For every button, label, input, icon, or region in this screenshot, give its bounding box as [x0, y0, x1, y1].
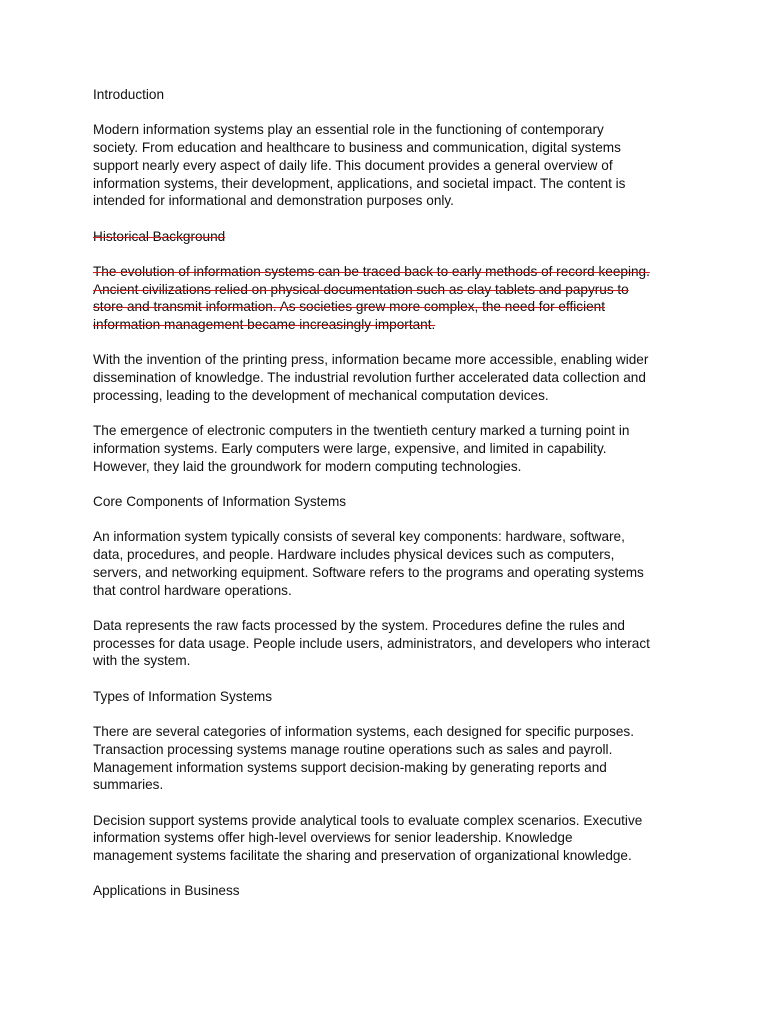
- text-line: processing, leading to the development of mechanical computation devices.: [93, 387, 549, 403]
- text-line: summaries.: [93, 777, 164, 793]
- historical-paragraph-struck: [93, 263, 683, 334]
- text-line: processes for data usage. People include users, administrators, and developers who interact: [93, 635, 650, 651]
- text-line: support nearly every aspect of daily life. This document provides a general overview of: [93, 157, 613, 173]
- struck-text-line: store and transmit information. As societies grew more complex, the need for efficient: [93, 299, 606, 315]
- core-components-paragraph-2: [93, 617, 683, 670]
- text-line: management systems facilitate the sharing and preservation of organizational knowledge.: [93, 848, 632, 864]
- text-line: Management information systems support decision-making by generating reports and: [93, 759, 607, 775]
- text-line: Transaction processing systems manage routine operations such as sales and payroll.: [93, 741, 613, 757]
- section-heading-types: Types of Information Systems: [93, 688, 273, 704]
- text-line-wrapper: [93, 316, 683, 334]
- historical-paragraph-electronic-computers: [93, 422, 683, 475]
- text-line-wrapper: [93, 263, 683, 281]
- document-page: [93, 86, 683, 918]
- struck-text-line: The evolution of information systems can be traced back to early methods of record keeping.: [93, 263, 650, 279]
- text-line: Data represents the raw facts processed by the system. Procedures define the rules and: [93, 617, 625, 633]
- historical-paragraph-printing-press: [93, 351, 683, 404]
- text-line: data, procedures, and people. Hardware includes physical devices such as computers,: [93, 547, 615, 563]
- section-heading-applications: Applications in Business: [93, 883, 240, 899]
- text-line: with the system.: [93, 653, 191, 669]
- types-paragraph-1: [93, 723, 683, 794]
- text-line: With the invention of the printing press, information became more accessible, enabling wider: [93, 352, 649, 368]
- struck-text-line: information management became increasingly important.: [93, 317, 436, 333]
- types-paragraph-2: [93, 812, 683, 865]
- text-line: Modern information systems play an essential role in the functioning of contemporary: [93, 122, 604, 138]
- text-line: An information system typically consists of several key components: hardware, software,: [93, 529, 625, 545]
- text-line: There are several categories of information systems, each designed for specific purposes.: [93, 724, 634, 740]
- text-line-wrapper: [93, 298, 683, 316]
- section-heading-introduction: Introduction: [93, 87, 165, 102]
- text-line: servers, and networking equipment. Software refers to the programs and operating systems: [93, 564, 644, 580]
- section-heading-historical-background: [93, 228, 683, 246]
- text-line: that control hardware operations.: [93, 582, 292, 598]
- section-heading-core-components: Core Components of Information Systems: [93, 494, 347, 510]
- text-line: dissemination of knowledge. The industrial revolution further accelerated data collection and: [93, 370, 646, 386]
- text-line: The emergence of electronic computers in the twentieth century marked a turning point in: [93, 423, 630, 439]
- text-line: Decision support systems provide analytical tools to evaluate complex scenarios. Executive: [93, 812, 643, 828]
- text-line: information systems offer high-level overviews for senior leadership. Knowledge: [93, 830, 573, 846]
- introduction-paragraph: [93, 121, 683, 210]
- text-line: society. From education and healthcare to business and communication, digital systems: [93, 140, 621, 156]
- text-line: information systems. Early computers were large, expensive, and limited in capability.: [93, 440, 607, 456]
- text-line: information systems, their development, applications, and societal impact. The content is: [93, 175, 626, 191]
- text-line: intended for informational and demonstration purposes only.: [93, 193, 454, 209]
- struck-text-line: Ancient civilizations relied on physical documentation such as clay tablets and papyrus to: [93, 281, 629, 297]
- text-line: However, they laid the groundwork for modern computing technologies.: [93, 458, 522, 474]
- struck-heading-text: Historical Background: [93, 228, 226, 244]
- text-line-wrapper: [93, 281, 683, 299]
- core-components-paragraph-1: [93, 528, 683, 599]
